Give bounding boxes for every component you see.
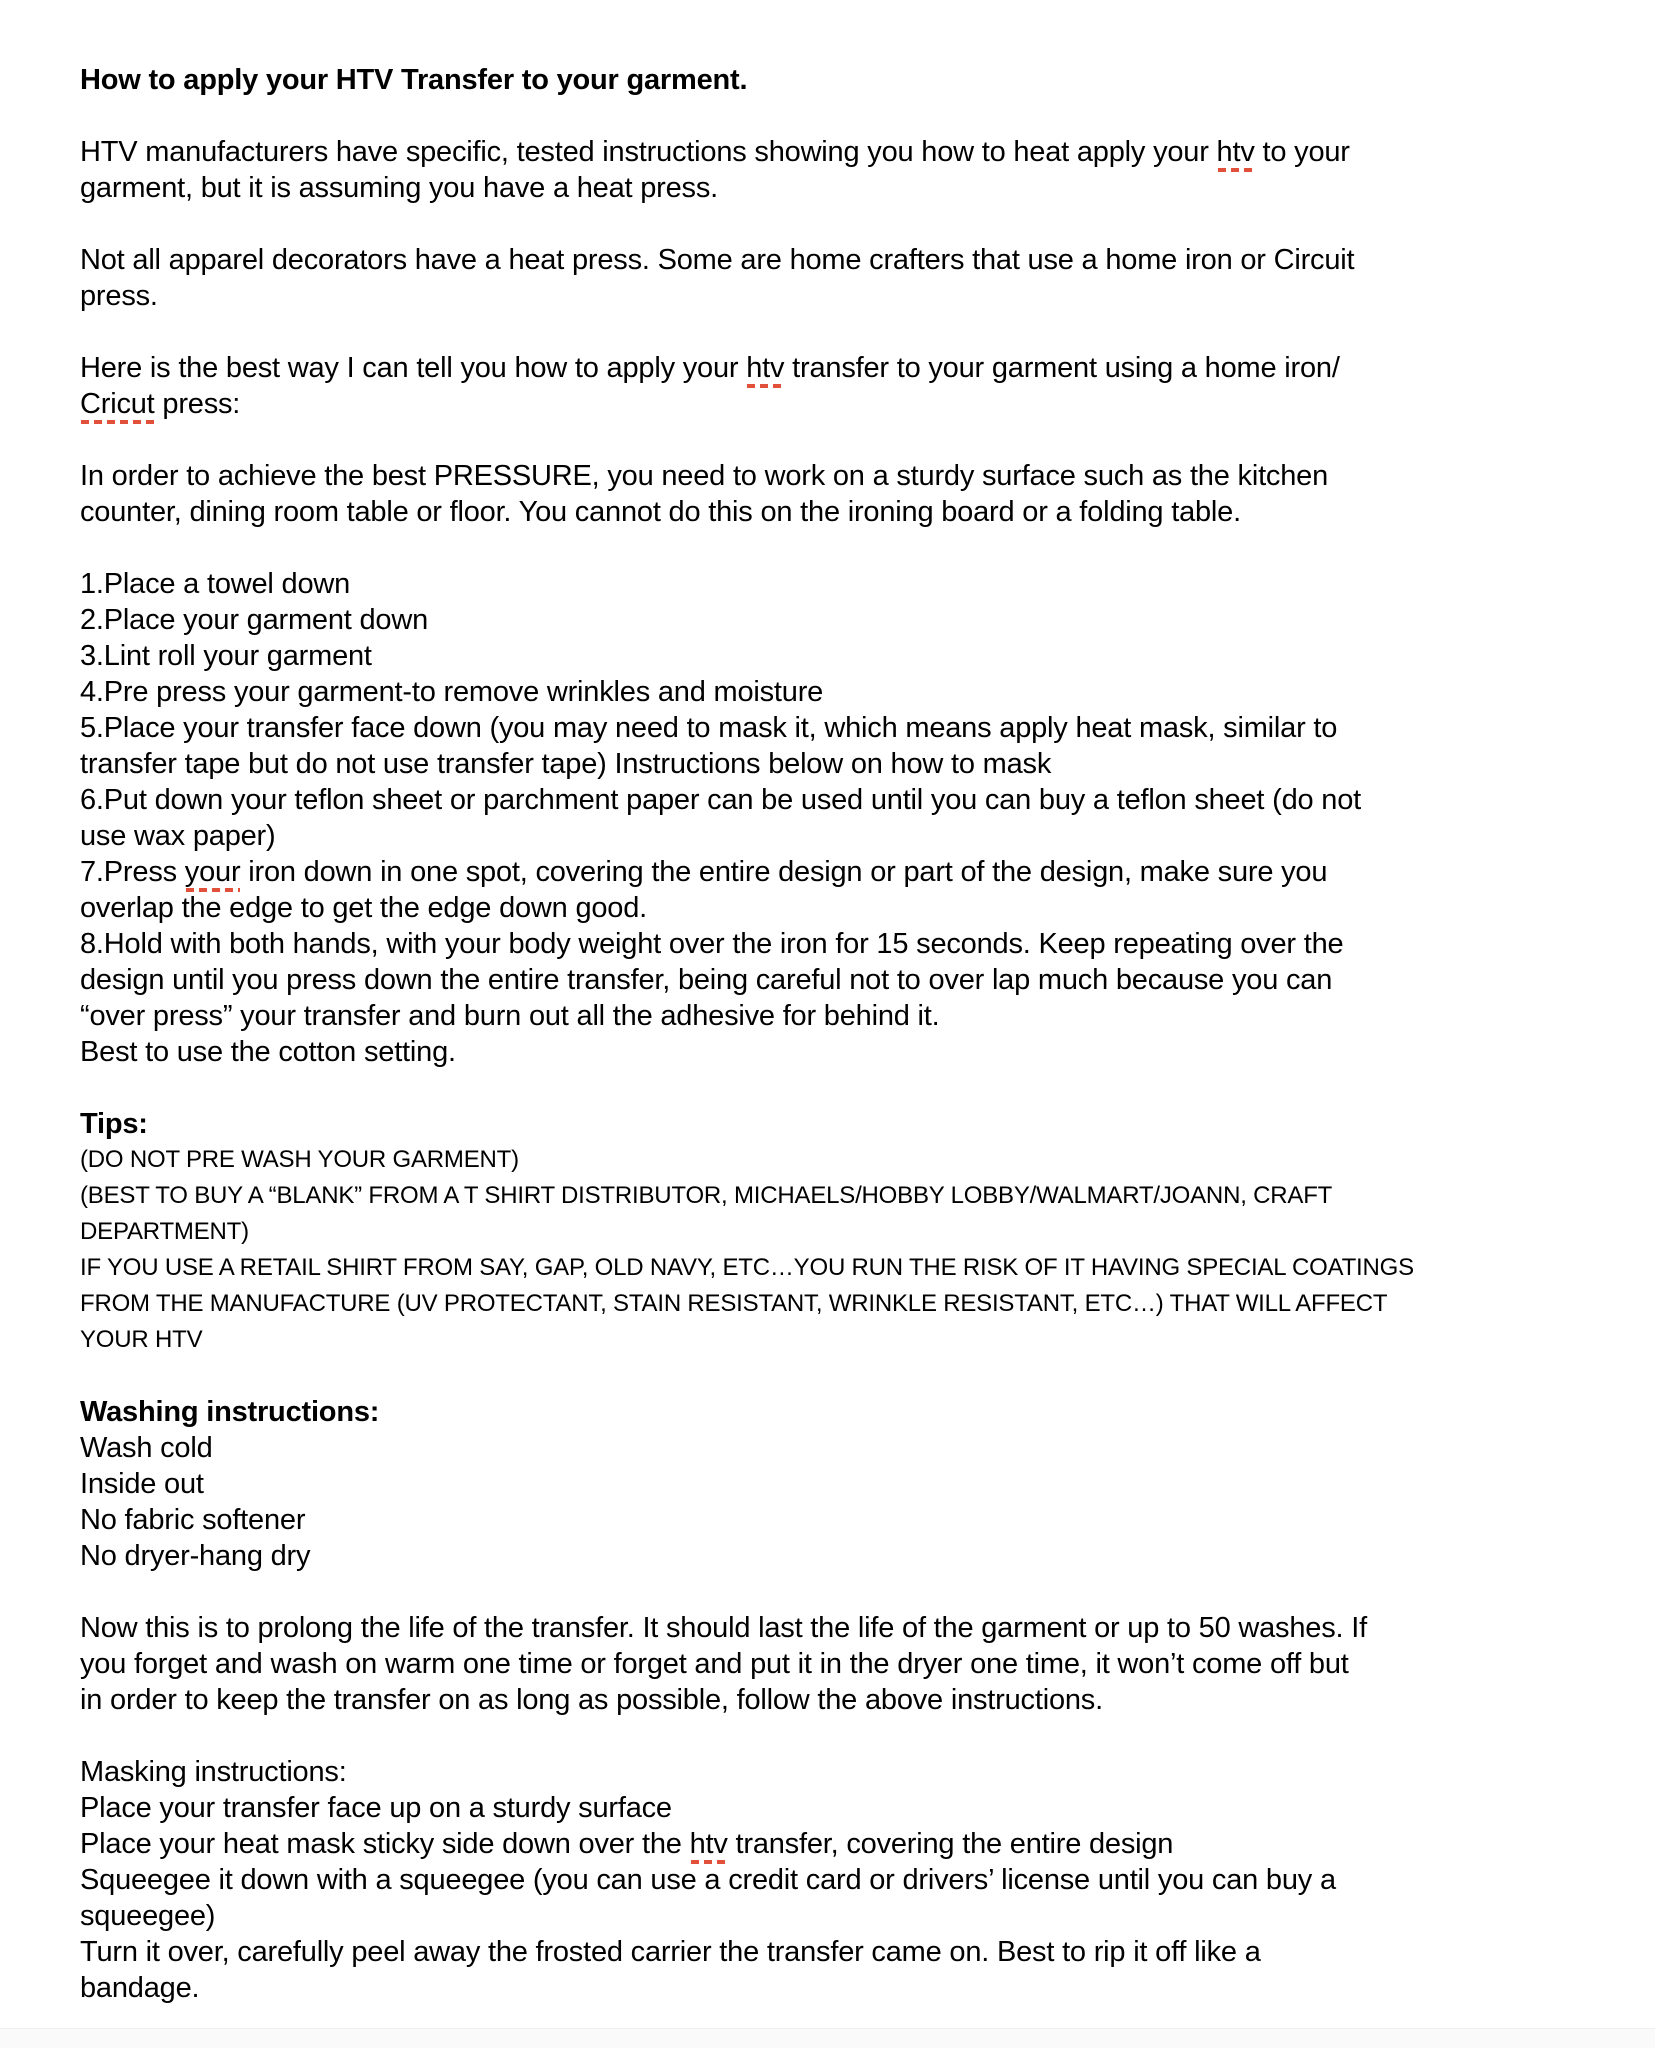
text-segment: FROM THE MANUFACTURE (UV PROTECTANT, STAIN RESISTANT, WRINKLE RESISTANT, ETC…) THAT WILL AFFECT [80, 1290, 1388, 1317]
masking-step-1 [80, 1790, 1625, 1826]
text-line [80, 962, 1625, 998]
text-segment: overlap the edge to get the edge down good. [80, 892, 648, 924]
text-segment: Tips: [80, 1108, 148, 1140]
text-segment: Inside out [80, 1468, 204, 1500]
text-segment: In order to achieve the best PRESSURE, you need to work on a sturdy surface such as the kitchen [80, 460, 1329, 492]
cotton-setting-note [80, 1034, 1625, 1070]
text-segment: No dryer-hang dry [80, 1540, 311, 1572]
masking-step-2 [80, 1826, 1625, 1862]
text-line [80, 1034, 1625, 1070]
text-segment: Turn it over, carefully peel away the frosted carrier the transfer came on. Best to rip it off like a [80, 1936, 1261, 1968]
text-line [80, 818, 1625, 854]
text-line [80, 710, 1625, 746]
step-7 [80, 854, 1625, 926]
misspelled-word: htv [690, 1828, 728, 1864]
tip-retail-shirt [80, 1250, 1625, 1358]
text-segment: IF YOU USE A RETAIL SHIRT FROM SAY, GAP, OLD NAVY, ETC…YOU RUN THE RISK OF IT HAVING SPECIAL COATINGS [80, 1254, 1414, 1281]
text-segment: 1.Place a towel down [80, 568, 351, 600]
tip-no-prewash [80, 1142, 1625, 1178]
step-4 [80, 674, 1625, 710]
text-line [80, 1826, 1625, 1862]
text-segment: 3.Lint roll your garment [80, 640, 372, 672]
text-line [80, 566, 1625, 602]
text-segment: 5.Place your transfer face down (you may need to mask it, which means apply heat mask, similar to [80, 712, 1338, 744]
doc-title [80, 62, 1625, 98]
step-5 [80, 710, 1625, 782]
text-segment: press: [154, 388, 241, 420]
text-segment: 7.Press [80, 856, 185, 888]
text-line [80, 782, 1625, 818]
text-line [80, 1862, 1625, 1898]
text-segment: YOUR HTV [80, 1326, 203, 1353]
text-line [80, 1790, 1625, 1826]
step-6 [80, 782, 1625, 854]
window-bottom-edge [0, 2028, 1655, 2048]
text-line [80, 638, 1625, 674]
text-line [80, 1538, 1625, 1574]
text-segment: Here is the best way I can tell you how to apply your [80, 352, 747, 384]
text-line [80, 62, 1625, 98]
text-segment: 4.Pre press your garment-to remove wrinkles and moisture [80, 676, 824, 708]
masking-step-4 [80, 1934, 1625, 2006]
text-line [80, 1106, 1625, 1142]
text-line [80, 1898, 1625, 1934]
text-segment: 6.Put down your teflon sheet or parchment paper can be used until you can buy a teflon sheet (do not [80, 784, 1362, 816]
text-segment: transfer to your garment using a home iron/ [784, 352, 1340, 384]
text-line [80, 890, 1625, 926]
text-segment: to your [1254, 136, 1350, 168]
text-line [80, 1394, 1625, 1430]
text-segment: 2.Place your garment down [80, 604, 429, 636]
text-segment: Washing instructions: [80, 1396, 380, 1428]
text-segment: DEPARTMENT) [80, 1218, 249, 1245]
text-line [80, 458, 1625, 494]
intro-paragraph [80, 134, 1625, 206]
text-line [80, 242, 1625, 278]
best-way-paragraph [80, 350, 1625, 422]
text-segment: design until you press down the entire transfer, being careful not to over lap much because you can [80, 964, 1333, 996]
text-line [80, 1970, 1625, 2006]
text-line [80, 1466, 1625, 1502]
step-8 [80, 926, 1625, 1034]
prolong-paragraph [80, 1610, 1625, 1718]
text-line [80, 1502, 1625, 1538]
text-line [80, 1646, 1625, 1682]
washing-wash-cold [80, 1430, 1625, 1466]
document-content [80, 62, 1625, 2006]
text-segment: garment, but it is assuming you have a heat press. [80, 172, 719, 204]
text-segment: Wash cold [80, 1432, 213, 1464]
step-2 [80, 602, 1625, 638]
text-segment: Not all apparel decorators have a heat press. Some are home crafters that use a home iron or Circuit [80, 244, 1355, 276]
text-line [80, 350, 1625, 386]
text-line [80, 1610, 1625, 1646]
text-line [80, 1250, 1625, 1286]
masking-step-3 [80, 1862, 1625, 1934]
text-line [80, 386, 1625, 422]
step-1 [80, 566, 1625, 602]
text-segment: Place your heat mask sticky side down over the [80, 1828, 690, 1860]
washing-no-dryer [80, 1538, 1625, 1574]
text-segment: bandage. [80, 1972, 200, 2004]
misspelled-word: htv [1217, 136, 1255, 172]
text-line [80, 998, 1625, 1034]
text-segment: you forget and wash on warm one time or forget and put it in the dryer one time, it won’t come off but [80, 1648, 1349, 1680]
text-segment: use wax paper) [80, 820, 276, 852]
text-line [80, 602, 1625, 638]
text-line [80, 1142, 1625, 1178]
text-segment: in order to keep the transfer on as long as possible, follow the above instructions. [80, 1684, 1103, 1716]
text-line [80, 1178, 1625, 1214]
text-line [80, 494, 1625, 530]
washing-no-fabric-softener [80, 1502, 1625, 1538]
misspelled-word: your [185, 856, 241, 892]
text-line [80, 1322, 1625, 1358]
text-segment: Squeegee it down with a squeegee (you can use a credit card or drivers’ license until you can buy a [80, 1864, 1336, 1896]
text-line [80, 1754, 1625, 1790]
text-line [80, 1430, 1625, 1466]
tips-heading [80, 1106, 1625, 1142]
text-line [80, 134, 1625, 170]
text-segment: press. [80, 280, 158, 312]
text-segment: 8.Hold with both hands, with your body weight over the iron for 15 seconds. Keep repeating over the [80, 928, 1344, 960]
text-segment: Now this is to prolong the life of the transfer. It should last the life of the garment or up to 50 washes. If [80, 1612, 1367, 1644]
tip-buy-blank [80, 1178, 1625, 1250]
pressure-paragraph [80, 458, 1625, 530]
text-segment: (BEST TO BUY A “BLANK” FROM A T SHIRT DISTRIBUTOR, MICHAELS/HOBBY LOBBY/WALMART/JOANN, CRAFT [80, 1182, 1333, 1209]
text-segment: “over press” your transfer and burn out all the adhesive for behind it. [80, 1000, 940, 1032]
text-line [80, 170, 1625, 206]
text-segment: transfer tape but do not use transfer tape) Instructions below on how to mask [80, 748, 1052, 780]
text-segment: HTV manufacturers have specific, tested instructions showing you how to heat apply your [80, 136, 1217, 168]
masking-heading [80, 1754, 1625, 1790]
text-segment: How to apply your HTV Transfer to your garment. [80, 64, 748, 96]
washing-inside-out [80, 1466, 1625, 1502]
text-line [80, 1682, 1625, 1718]
text-line [80, 674, 1625, 710]
text-line [80, 926, 1625, 962]
text-line [80, 1214, 1625, 1250]
text-line [80, 746, 1625, 782]
text-line [80, 278, 1625, 314]
text-segment: iron down in one spot, covering the entire design or part of the design, make sure you [240, 856, 1328, 888]
step-3 [80, 638, 1625, 674]
text-segment: Best to use the cotton setting. [80, 1036, 456, 1068]
text-segment: squeegee) [80, 1900, 216, 1932]
text-segment: No fabric softener [80, 1504, 306, 1536]
text-line [80, 854, 1625, 890]
text-segment: Place your transfer face up on a sturdy surface [80, 1792, 672, 1824]
text-line [80, 1286, 1625, 1322]
misspelled-word: Cricut [80, 388, 155, 424]
text-segment: counter, dining room table or floor. You cannot do this on the ironing board or a folding table. [80, 496, 1241, 528]
no-heat-press-paragraph [80, 242, 1625, 314]
washing-heading [80, 1394, 1625, 1430]
text-segment: Masking instructions: [80, 1756, 347, 1788]
text-line [80, 1934, 1625, 1970]
text-segment: (DO NOT PRE WASH YOUR GARMENT) [80, 1146, 519, 1173]
text-segment: transfer, covering the entire design [727, 1828, 1174, 1860]
misspelled-word: htv [746, 352, 784, 388]
